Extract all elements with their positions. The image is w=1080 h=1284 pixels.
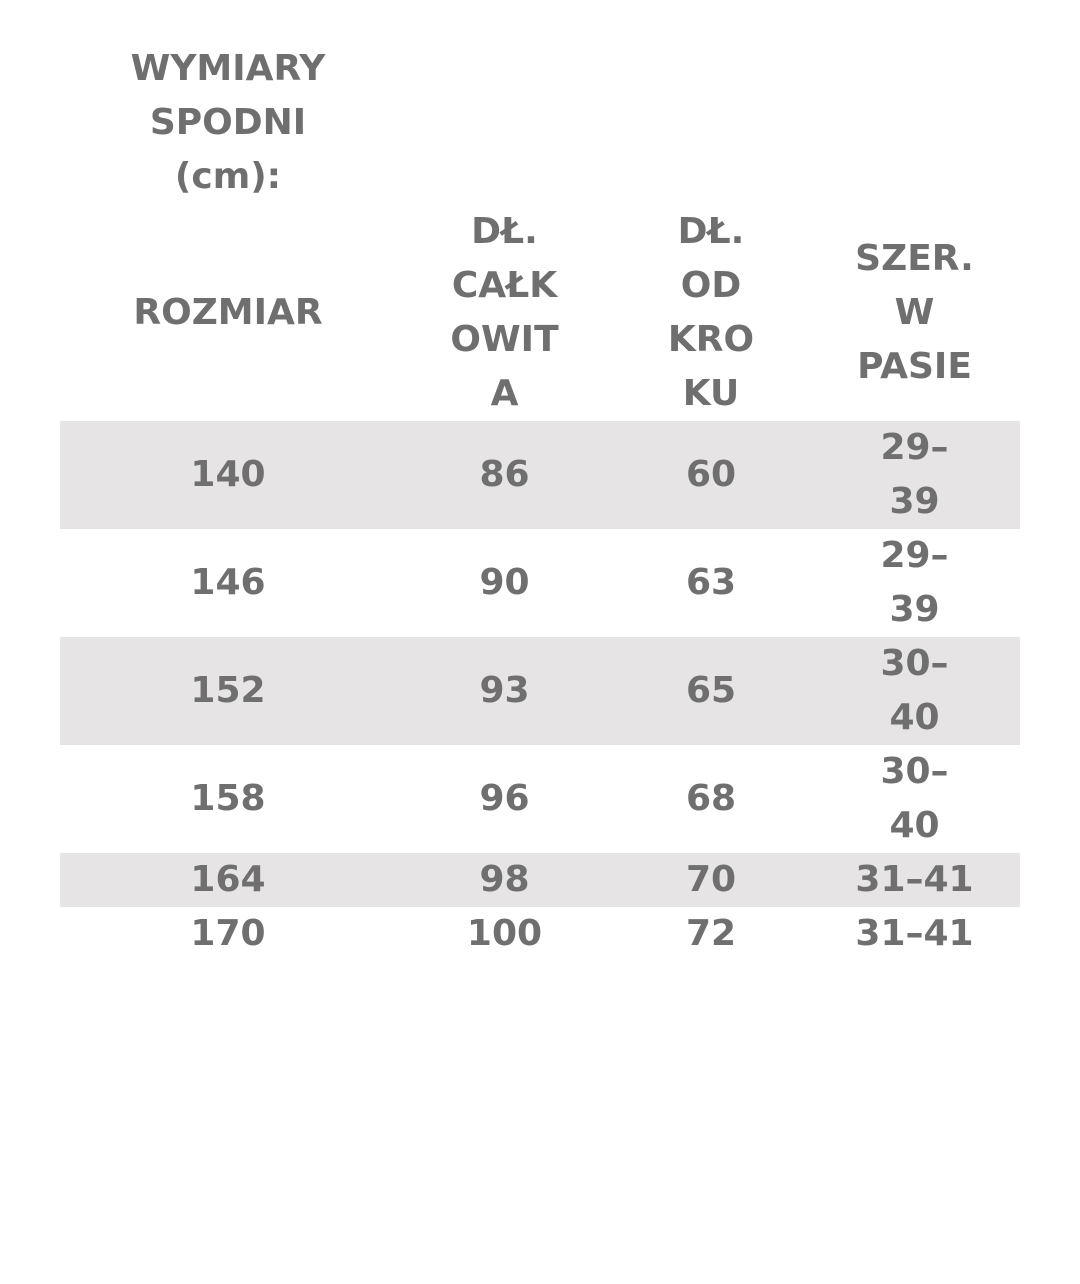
cell-size: 140 [60,421,396,529]
cell-total-length: 90 [479,562,530,603]
table-header-row [60,205,1020,421]
size-table [60,205,1020,961]
cell-inseam-length: 72 [685,913,737,954]
cell-inseam-length: 70 [613,853,809,907]
cell-size: 152 [60,637,396,745]
cell-inseam-length: 60 [613,421,809,529]
table-row [60,853,1020,907]
cell-waist-width: 31–41 [809,853,1020,907]
cell-inseam-length: 68 [685,778,737,819]
cell-size: 146 [190,562,266,603]
cell-waist-width: 30– 40 [880,751,949,846]
cell-total-length: 86 [396,421,613,529]
cell-total-length: 93 [396,637,613,745]
header-waist-width: SZER. W PASIE [855,238,974,387]
cell-inseam-length: 65 [613,637,809,745]
table-row [60,637,1020,745]
cell-waist-width: 31–41 [855,913,974,954]
table-row [60,907,1020,961]
cell-total-length: 96 [479,778,530,819]
cell-waist-width: 29– 39 [880,535,949,630]
cell-inseam-length: 63 [685,562,737,603]
table-row [60,745,1020,853]
cell-total-length: 100 [466,913,543,954]
cell-size: 158 [190,778,266,819]
table-row [60,529,1020,637]
page-title: WYMIARY SPODNI (cm): [130,48,326,197]
header-rozmiar: ROZMIAR [133,292,323,333]
cell-waist-width: 30– 40 [809,637,1020,745]
cell-size: 170 [190,913,266,954]
header-total-length: DŁ. CAŁK OWIT A [450,211,559,414]
cell-total-length: 98 [396,853,613,907]
cell-waist-width: 29– 39 [809,421,1020,529]
header-inseam-length: DŁ. OD KRO KU [667,211,755,414]
cell-size: 164 [60,853,396,907]
table-row [60,421,1020,529]
